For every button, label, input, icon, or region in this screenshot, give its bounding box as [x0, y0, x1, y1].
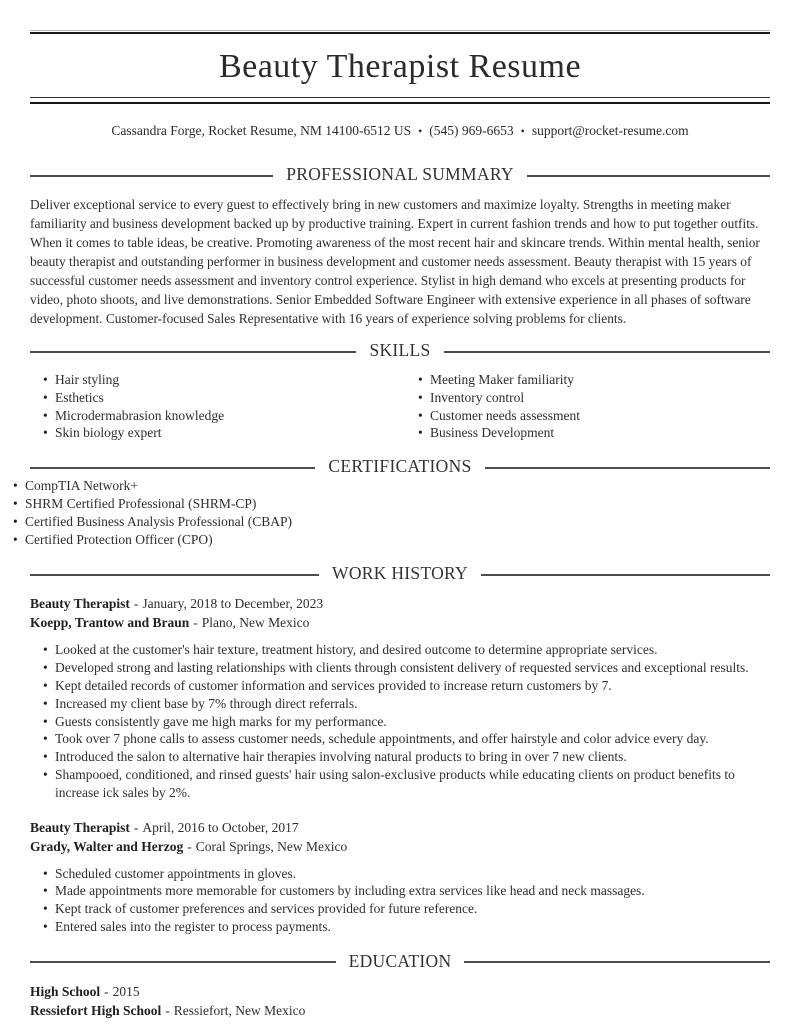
- work-entry: [30, 594, 770, 801]
- section-title-education: EDUCATION: [348, 950, 452, 971]
- page-title: Beauty Therapist Resume: [218, 48, 582, 85]
- certification-item: • SHRM Certified Professional (SHRM-CP): [13, 495, 800, 513]
- job-duty-item: • Introduced the salon to alternative hair therapies involving natural products to bring in over 7 new clients.: [43, 748, 770, 766]
- certification-item: • CompTIA Network+: [13, 477, 800, 495]
- job-duty-item: • Made appointments more memorable for customers by including extra services like head and neck massages.: [43, 882, 770, 900]
- header-rule-left: [30, 467, 315, 469]
- job-duty-item: • Kept track of customer preferences and services provided for future reference.: [43, 900, 770, 918]
- job-dates: January, 2018 to December, 2023: [142, 596, 324, 612]
- skill-item: • Customer needs assessment: [418, 407, 770, 425]
- job-title: Beauty Therapist: [30, 596, 130, 612]
- contact-email: support@rocket-resume.com: [531, 123, 689, 138]
- job-duties-list: [30, 641, 770, 801]
- certifications-list: [0, 477, 800, 548]
- section-header-work-history: [30, 563, 770, 584]
- dash-separator: -: [165, 1002, 170, 1018]
- education-school-line: [30, 1001, 770, 1020]
- job-duty-item: • Shampooed, conditioned, and rinsed guests' hair using salon-exclusive products while educating clients on product benefits to increase ick sales by 2%.: [43, 766, 770, 802]
- top-rule: [30, 30, 770, 34]
- section-title-professional-summary: PROFESSIONAL SUMMARY: [286, 164, 514, 184]
- dash-separator: -: [133, 819, 139, 835]
- job-duty-item: • Increased my client base by 7% through direct referrals.: [43, 695, 770, 713]
- skill-item: • Microdermabrasion knowledge: [43, 407, 405, 425]
- dash-separator: -: [104, 983, 109, 999]
- job-duty-item: • Entered sales into the register to process payments.: [43, 918, 770, 936]
- education-degree: High School: [30, 983, 101, 999]
- skill-item: • Skin biology expert: [43, 424, 405, 442]
- job-dates: April, 2016 to October, 2017: [142, 819, 299, 835]
- section-title-certifications: CERTIFICATIONS: [328, 456, 472, 477]
- job-duty-item: • Scheduled customer appointments in gloves.: [43, 865, 770, 883]
- header-rule-right: [464, 961, 770, 963]
- job-location: Plano, New Mexico: [201, 615, 310, 631]
- header-rule-left: [30, 175, 273, 177]
- job-company-line: [30, 837, 770, 856]
- job-title: Beauty Therapist: [30, 819, 130, 835]
- job-duty-item: • Looked at the customer's hair texture, treatment history, and desired outcome to determine appropriate services.: [43, 641, 770, 659]
- dash-separator: -: [187, 838, 192, 854]
- job-company: Grady, Walter and Herzog: [30, 838, 184, 854]
- contact-separator-dot: •: [418, 124, 423, 138]
- header-rule-left: [30, 574, 319, 576]
- contact-name-address: Cassandra Forge, Rocket Resume, NM 14100-6512 US: [111, 123, 412, 138]
- job-duty-item: • Kept detailed records of customer information and services provided to increase return customers by 7.: [43, 677, 770, 695]
- skill-item: • Business Development: [418, 424, 770, 442]
- education-year: 2015: [112, 983, 140, 999]
- dash-separator: -: [133, 596, 139, 612]
- education-location: Ressiefort, New Mexico: [173, 1002, 306, 1018]
- job-duty-item: • Developed strong and lasting relationships with clients through consistent delivery of requested services and exceptional results.: [43, 659, 770, 677]
- skills-columns: [30, 371, 770, 442]
- job-location: Coral Springs, New Mexico: [195, 838, 348, 854]
- header-rule-right: [485, 467, 770, 469]
- header-rule-right: [481, 574, 770, 576]
- section-header-skills: [30, 340, 770, 361]
- section-header-education: [30, 951, 770, 972]
- professional-summary-text: Deliver exceptional service to every guest to effectively bring in new customers and maximize loyalty. Strengths in meeting maker familiarity and business development backed up by productive training. Expert in current fashion trends and how to put together outfits. When it comes to table ideas, be creative. Promoting awareness of the most recent hair and skincare trends. Within mental health, senior beauty therapist and outstanding performer in business development and customer needs assessment. Beauty therapist with 15 years of successful customer needs assessment and inventory control experience. Stylist in high demand who excels at presenting products for video, photo shoots, and live demonstrations. Senior Embedded Software Engineer with extensive experience in all phases of software development. Customer-focused Sales Representative with 16 years of experience solving problems for clients.: [30, 197, 760, 326]
- skill-item: • Esthetics: [43, 389, 405, 407]
- contact-line: [30, 122, 770, 140]
- job-company: Koepp, Trantow and Braun: [30, 615, 190, 631]
- section-header-professional-summary: [30, 164, 770, 185]
- header-rule-left: [30, 961, 336, 963]
- header-rule-left: [30, 351, 356, 353]
- education-degree-line: [30, 982, 770, 1001]
- certification-item: • Certified Protection Officer (CPO): [13, 531, 800, 549]
- section-header-certifications: [30, 456, 770, 477]
- job-duties-list: [30, 865, 770, 936]
- section-title-work-history: WORK HISTORY: [332, 563, 468, 584]
- skill-item: • Inventory control: [418, 389, 770, 407]
- work-entry: [30, 818, 770, 936]
- job-title-line: [30, 818, 770, 837]
- education-entry: [30, 982, 770, 1020]
- skills-list-right: [405, 371, 770, 442]
- skill-item: • Meeting Maker familiarity: [418, 371, 770, 389]
- header-rule-right: [444, 351, 770, 353]
- job-company-line: [30, 613, 770, 632]
- certification-item: • Certified Business Analysis Professional (CBAP): [13, 513, 800, 531]
- dash-separator: -: [193, 615, 198, 631]
- section-title-skills: SKILLS: [369, 340, 431, 360]
- skills-list-left: [30, 371, 405, 442]
- job-title-line: [30, 594, 770, 613]
- job-duty-item: • Took over 7 phone calls to assess customer needs, schedule appointments, and offer hairstyle and color advice every day.: [43, 730, 770, 748]
- contact-separator-dot: •: [520, 124, 525, 138]
- education-school: Ressiefort High School: [30, 1002, 162, 1018]
- contact-phone: (545) 969-6653: [429, 123, 514, 138]
- title-underline-rule: [30, 97, 770, 104]
- job-duty-item: • Guests consistently gave me high marks for my performance.: [43, 713, 770, 731]
- header-rule-right: [527, 175, 770, 177]
- skill-item: • Hair styling: [43, 371, 405, 389]
